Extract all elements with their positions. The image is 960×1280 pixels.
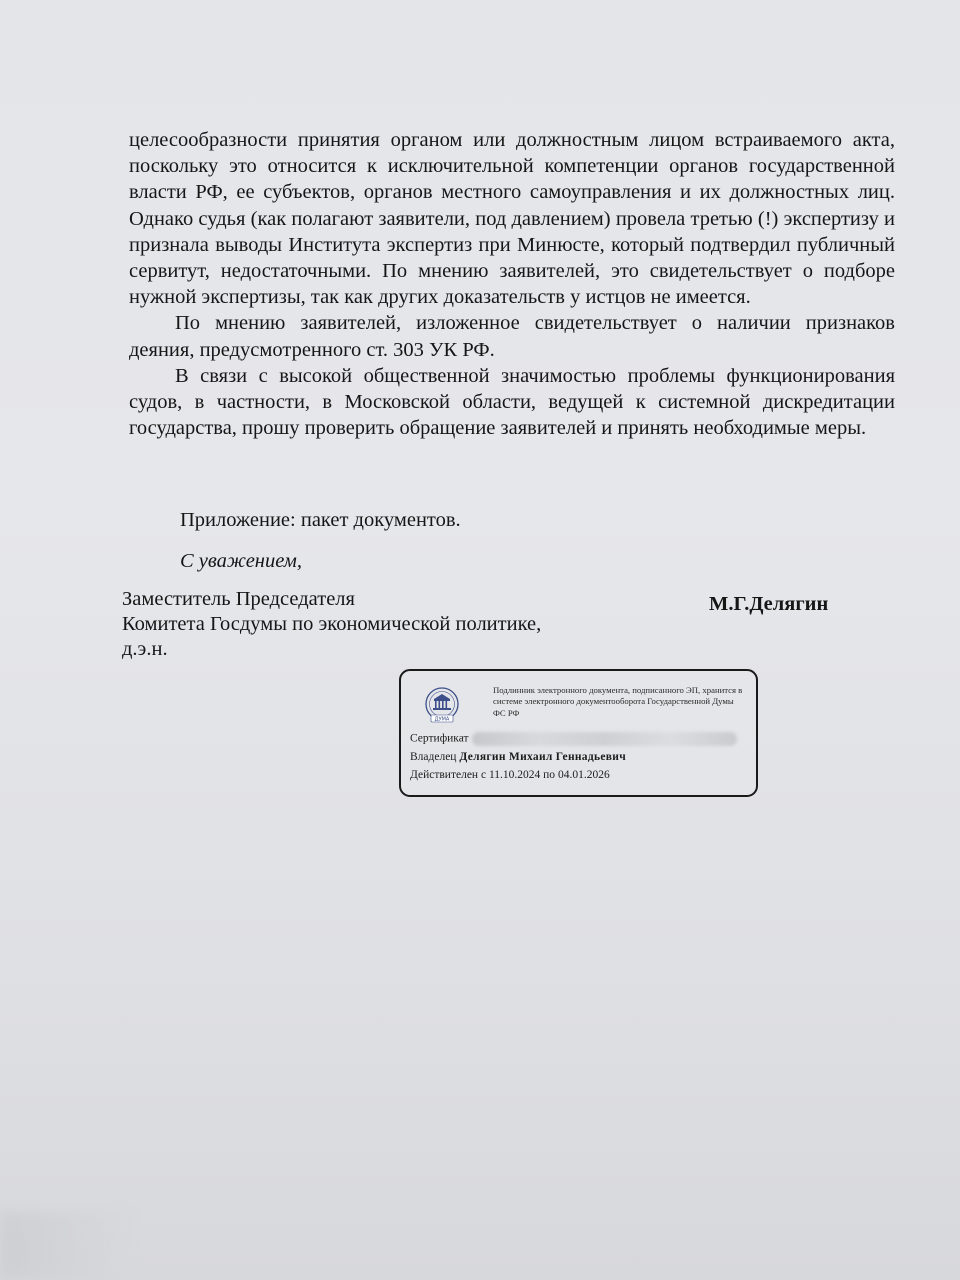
valid-label: Действителен с xyxy=(410,769,487,781)
paragraph-conclusion: По мнению заявителей, изложенное свидетельствует о наличии признаков деяния, предусмотренного ст. 303 УК РФ. xyxy=(129,312,895,361)
signer-title-line-2: Комитета Госдумы по экономической политике, xyxy=(122,613,542,635)
emblem-label: ДУМА xyxy=(434,716,450,723)
signer-name: М.Г.Делягин xyxy=(709,593,829,615)
signer-degree: д.э.н. xyxy=(122,638,168,660)
owner-label: Владелец xyxy=(410,751,457,763)
owner-name: Делягин Михаил Геннадьевич xyxy=(459,751,626,763)
closing-salutation: С уважением, xyxy=(180,550,303,572)
valid-to-date: 04.01.2026 xyxy=(557,769,610,781)
redacted-certificate-number xyxy=(472,732,737,746)
valid-from-date: 11.10.2024 xyxy=(488,769,541,781)
signature-storage-note: Подлинник электронного документа, подписанного ЭП, хранится в системе электронного документооборота Государственной Думы ФС РФ xyxy=(493,685,743,718)
signer-position xyxy=(122,587,541,662)
letter-body xyxy=(129,127,895,441)
electronic-signature-stamp xyxy=(399,669,758,797)
signer-title-line-1: Заместитель Председателя xyxy=(122,588,355,610)
validity-row xyxy=(410,769,610,781)
owner-row xyxy=(410,751,626,763)
certificate-row xyxy=(410,732,737,746)
certificate-label: Сертификат xyxy=(410,732,469,745)
valid-to-label: по xyxy=(543,769,556,781)
paragraph-continuation: целесообразности принятия органом или должностным лицом встраиваемого акта, поскольку это относится к исключительной компетенции органов государственной власти РФ, ее субъектов, органов местного самоуправления и их должностных лиц. Однако судья (как полагают заявители, под давлением) провела третью (!) экспертизу и признала выводы Института экспертиз при Минюсте, который подтвердил публичный сервитут, недостаточными. По мнению заявителей, это свидетельствует о подборе нужной экспертизы, так как других доказательств у истцов не имеется. xyxy=(129,129,895,309)
redacted-corner-mark xyxy=(0,1212,130,1280)
state-duma-emblem-icon xyxy=(423,687,461,723)
paragraph-request: В связи с высокой общественной значимостью проблемы функционирования судов, в частности, в Московской области, ведущей к системной дискредитации государства, прошу проверить обращение заявителей и принять необходимые меры. xyxy=(129,364,895,440)
appendix-line: Приложение: пакет документов. xyxy=(180,509,461,531)
